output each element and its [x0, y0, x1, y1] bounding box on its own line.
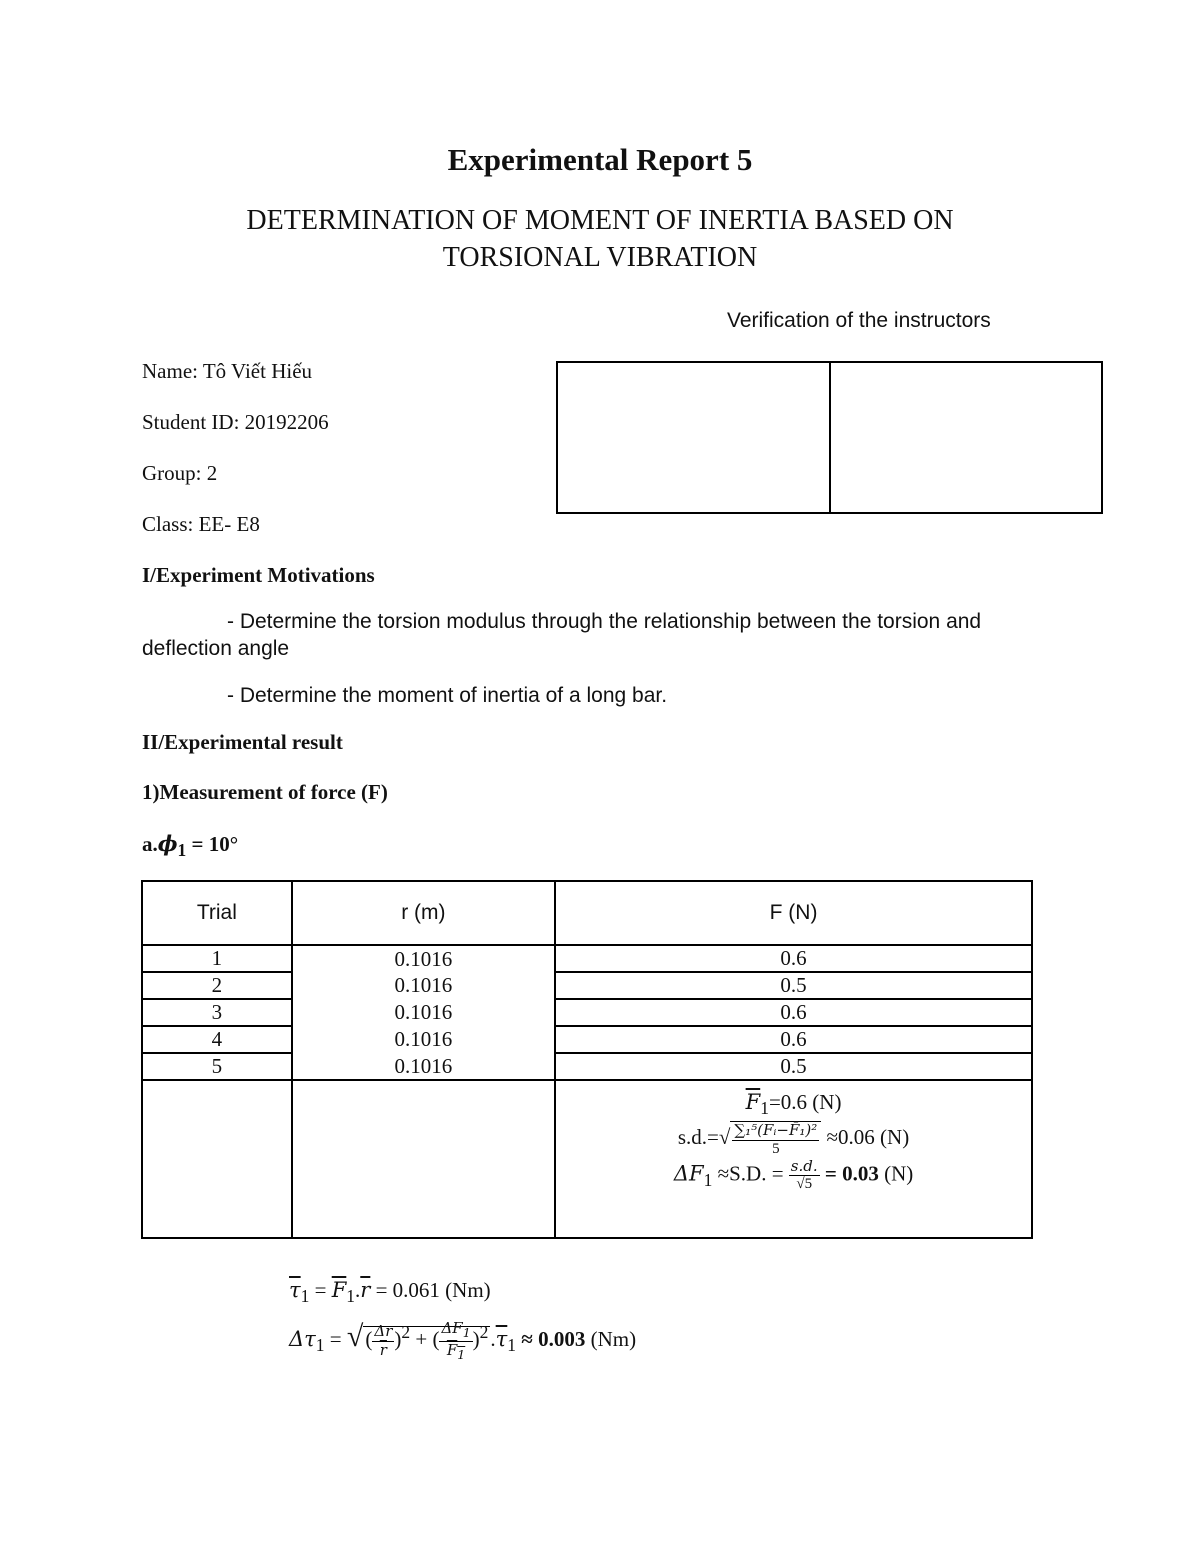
trial-cell: 1	[142, 945, 292, 972]
angle-label	[142, 831, 238, 861]
report-title: Experimental Report 5	[447, 142, 753, 177]
standard-deviation: s.d.=√ $\frac{\text{∑₁⁵(Fᵢ−F̄₁)²}}{5}$ ≈0.06 (N)	[677, 1121, 910, 1157]
section1-heading: I/Experiment Motivations	[142, 563, 375, 587]
mean-force: $\overline{F}_1=0.6$ (N)	[745, 1090, 842, 1119]
f-cell: 0.5	[555, 972, 1032, 999]
trial-cell: 2	[142, 972, 292, 999]
phi-subscript: 1	[177, 840, 187, 861]
table-row	[142, 999, 1032, 1026]
mean-torque-formula: $\overline{\tau}_1 = \overline{F}_1.\overline{r} = 0.061$ (Nm)	[289, 1278, 491, 1307]
phi-symbol: ϕ	[157, 831, 178, 856]
f-cell: 0.6	[555, 945, 1032, 972]
motivation-item1-line2: deflection angle	[142, 637, 290, 660]
r-cell: 0.1016	[292, 999, 555, 1026]
trial-cell: 5	[142, 1053, 292, 1080]
verification-box	[556, 361, 1103, 514]
f-cell: 0.6	[555, 1026, 1032, 1053]
header-trial: Trial	[142, 881, 292, 945]
header-f: F (N)	[555, 881, 1032, 945]
verification-cell-right	[829, 363, 1102, 512]
motivation-item2: - Determine the moment of inertia of a long bar.	[227, 684, 668, 707]
student-id: Student ID: 20192206	[142, 410, 329, 434]
student-group: Group: 2	[142, 461, 218, 485]
table-row	[142, 972, 1032, 999]
header-r: r (m)	[292, 881, 555, 945]
force-measurement-heading: 1)Measurement of force (F)	[142, 780, 388, 804]
section2-heading: II/Experimental result	[142, 730, 343, 754]
verification-label: Verification of the instructors	[727, 309, 991, 332]
torque-uncertainty-formula: $\Delta\tau_1$ = √( $\frac{\Delta r}{r}$ )$^2$ + ( $\frac{\Delta F_1}{F_1}$ )$^2.\overline{\tau}_1 \approx 0.003$ (Nm)	[289, 1319, 637, 1362]
angle-value: = 10°	[186, 832, 239, 856]
motivation-item1-line1: - Determine the torsion modulus through the relationship between the torsion and	[227, 610, 982, 633]
part-label: a.	[142, 832, 158, 856]
trial-cell: 4	[142, 1026, 292, 1053]
summary-row	[142, 1080, 1032, 1238]
statistics-cell	[555, 1080, 1032, 1238]
student-name: Name: Tô Viết Hiếu	[142, 359, 313, 383]
r-cell: 0.1016	[292, 1053, 555, 1080]
r-cell: 0.1016	[292, 1026, 555, 1053]
summary-empty-cell	[292, 1080, 555, 1238]
report-subtitle-line2: TORSIONAL VIBRATION	[442, 242, 758, 273]
force-table	[141, 880, 1033, 1239]
student-class: Class: EE- E8	[142, 512, 260, 536]
verification-cell-left	[558, 363, 829, 512]
trial-cell: 3	[142, 999, 292, 1026]
force-uncertainty: $\Delta F_1 \approx S.D$. = $\frac{s.d.}{√5}$ = 0.03 (N)	[673, 1156, 914, 1193]
r-cell: 0.1016	[292, 972, 555, 999]
summary-empty-cell	[142, 1080, 292, 1238]
report-subtitle-line1: DETERMINATION OF MOMENT OF INERTIA BASED ON	[246, 205, 954, 236]
table-row	[142, 1053, 1032, 1080]
table-row	[142, 945, 1032, 972]
table-row	[142, 1026, 1032, 1053]
f-cell: 0.6	[555, 999, 1032, 1026]
f-cell: 0.5	[555, 1053, 1032, 1080]
r-cell: 0.1016	[292, 945, 555, 972]
